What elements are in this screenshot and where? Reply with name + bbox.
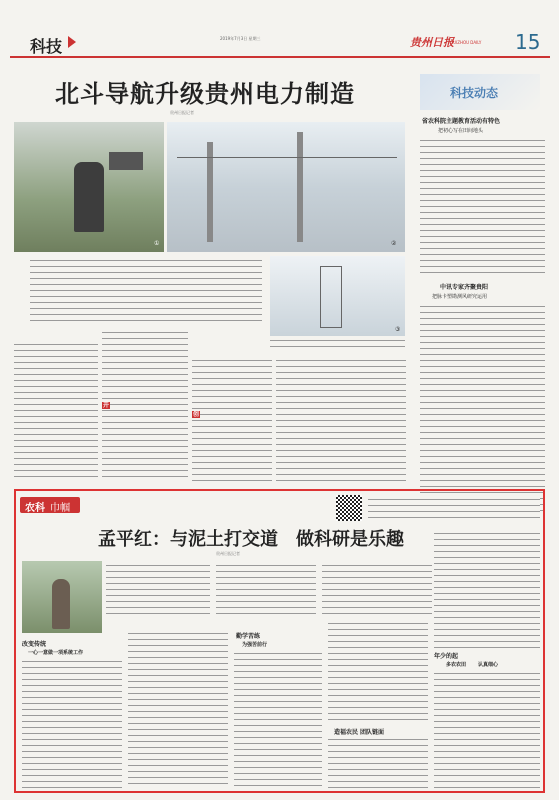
page-number: 15 <box>515 30 541 54</box>
feature-section-8: 多农农田 <box>446 662 467 668</box>
section-title: 科技 <box>30 37 63 56</box>
masthead <box>10 28 550 58</box>
column-2 <box>102 330 188 482</box>
feature-section-4: 为强苦前行 <box>242 642 268 648</box>
main-byline <box>170 110 194 116</box>
feature-section-3: 勤学苦练 <box>236 633 261 640</box>
feature-col-5 <box>434 531 540 649</box>
feature-intro <box>106 563 210 615</box>
column-4 <box>276 358 406 482</box>
feature-col-2 <box>128 631 228 789</box>
newspaper-name: 贵州日报 <box>410 36 454 49</box>
feature-column-label-text-2: 巾帼 <box>50 503 70 514</box>
photo-caption <box>270 338 405 352</box>
sidebar-item-1-title: 省农科院主题教育活动有特色 <box>422 118 501 125</box>
photo-1-figure <box>74 162 104 232</box>
subhead-2-mark: 开 <box>103 402 110 409</box>
photo-3-label: ③ <box>395 326 401 333</box>
column-3 <box>192 358 272 482</box>
feature-col-5b <box>434 671 540 789</box>
feature-section-2: 一心一意做一项系统工作 <box>28 650 84 656</box>
column-1 <box>14 342 98 482</box>
feature-qr-code <box>336 495 362 521</box>
subhead-3-mark: 创 <box>193 411 200 418</box>
photo-3-tower <box>320 266 342 328</box>
photo-1-label: ① <box>154 240 160 247</box>
photo-3 <box>270 256 405 336</box>
feature-header-lines <box>368 497 540 521</box>
newspaper-en: GUIZHOU DAILY <box>450 40 482 45</box>
sidebar-item-2-body <box>420 304 545 514</box>
subhead-2 <box>102 392 110 411</box>
photo-2 <box>167 122 405 252</box>
photo-2-label: ② <box>391 240 397 247</box>
photo-1-equipment <box>109 152 143 170</box>
feature-col-4b <box>328 737 428 789</box>
main-byline-text: 贵州日报记者 <box>170 110 194 115</box>
feature-col-3 <box>234 651 322 789</box>
sidebar-item-2-title: 中讯专家齐聚贵阳 <box>440 284 489 291</box>
intro-label <box>14 276 28 316</box>
feature-headline: 孟平红：与泥土打交道 做科研是乐趣 <box>98 529 404 550</box>
photo-1 <box>14 122 164 252</box>
feature-byline: 贵州日报记者 <box>216 551 240 556</box>
photo-2-wire <box>177 157 397 158</box>
feature-box <box>14 489 545 793</box>
sidebar-item-1-subtitle: 把初心写在田间地头 <box>438 128 484 134</box>
photo-2-pylon-2 <box>297 132 303 242</box>
feature-section-1: 改变传统 <box>22 641 47 648</box>
sidebar-item-1-body <box>420 138 545 274</box>
feature-section-6: 团队链面 <box>360 729 385 736</box>
feature-photo <box>22 561 102 633</box>
sidebar-item-2-subtitle: 把脉卡塑勘测风研究运用 <box>432 294 488 300</box>
date-line: 2019年7月3日 星期三 <box>220 36 261 41</box>
masthead-meta-lines <box>270 36 420 42</box>
feature-photo-person <box>52 579 70 629</box>
feature-section-9: 认真细心 <box>478 662 499 668</box>
feature-intro-2 <box>216 563 316 615</box>
intro-box <box>14 256 264 328</box>
feature-intro-3 <box>322 563 432 615</box>
sidebar-banner <box>420 74 540 110</box>
sidebar-banner-text: 科技动态 <box>450 86 499 100</box>
feature-section-7: 年少的起 <box>434 653 459 660</box>
masthead-arrow-icon <box>68 36 76 48</box>
intro-text <box>30 258 262 324</box>
feature-col-1 <box>22 659 122 789</box>
feature-column-label <box>20 497 80 513</box>
main-headline: 北斗导航升级贵州电力制造 <box>55 79 355 108</box>
feature-col-4 <box>328 621 428 721</box>
subhead-3 <box>192 401 200 420</box>
feature-column-label-text: 农科 <box>25 503 45 514</box>
feature-section-5: 造福农民 <box>334 729 359 736</box>
